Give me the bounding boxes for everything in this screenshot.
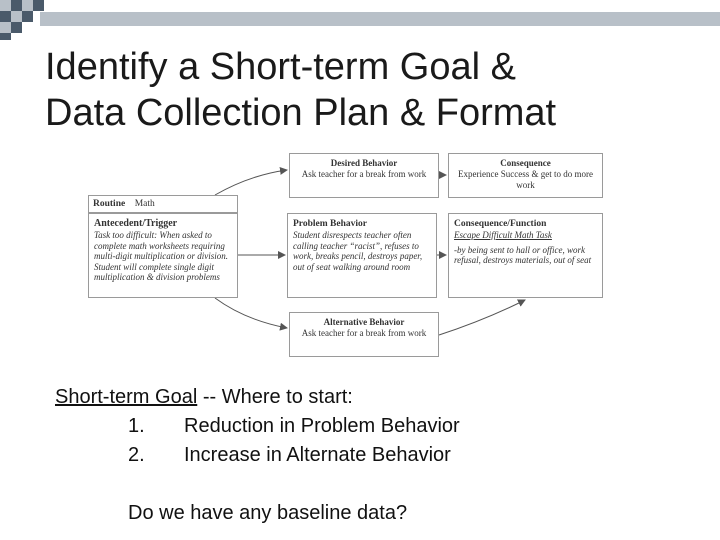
title-line-1: Identify a Short-term Goal &	[45, 46, 516, 88]
consequence-text: Experience Success & get to do more work	[458, 169, 593, 190]
desired-behavior-box	[289, 153, 439, 198]
goal-heading-rest: -- Where to start:	[197, 386, 353, 408]
slide-title	[45, 44, 705, 136]
baseline-question: Do we have any baseline data?	[128, 502, 408, 524]
desired-behavior-text: Ask teacher for a break from work	[301, 169, 427, 179]
title-line-2: Data Collection Plan & Format	[45, 92, 557, 134]
problem-behavior-heading: Problem Behavior	[293, 219, 367, 229]
goal-label: Short-term Goal	[55, 386, 198, 408]
desired-behavior-heading: Desired Behavior	[330, 158, 398, 168]
header-bar	[40, 12, 720, 26]
antecedent-heading: Antecedent/Trigger	[94, 218, 178, 229]
goal-heading	[55, 383, 695, 412]
decorative-header-pattern	[0, 0, 720, 40]
goal-item	[55, 412, 695, 441]
antecedent-box	[88, 213, 238, 298]
routine-box	[88, 195, 238, 213]
routine-value: Math	[134, 199, 155, 209]
antecedent-text: Task too difficult: When asked to complete math worksheets requiring multi-digit multiplication or division. Student will complete single digit multiplication & division problems	[94, 230, 228, 282]
arrow-alternative-to-function	[439, 300, 525, 335]
alternative-behavior-box	[289, 312, 439, 357]
arrow-antecedent-to-desired	[215, 170, 287, 195]
consequence-function-box	[448, 213, 603, 298]
goal-item-number: 1.	[128, 415, 145, 437]
alternative-behavior-text: Ask teacher for a break from work	[301, 328, 427, 338]
competing-behavior-diagram	[85, 150, 610, 370]
checker-squares	[0, 0, 44, 40]
goal-item-text: Reduction in Problem Behavior	[184, 415, 460, 437]
short-term-goal-section	[55, 383, 695, 524]
problem-behavior-text: Student disrespects teacher often calling teacher “racist”, refuses to work, breaks pencil, destroys paper, out of seat walking around room	[293, 230, 423, 272]
goal-item-number: 2.	[128, 444, 145, 466]
consequence-function-text: -by being sent to hall or office, work refusal, destroys materials, out of seat	[454, 244, 592, 265]
alternative-behavior-heading: Alternative Behavior	[323, 317, 405, 327]
problem-behavior-box	[287, 213, 437, 298]
function-text: Escape Difficult Math Task	[454, 230, 552, 240]
arrow-antecedent-to-alternative	[215, 298, 287, 328]
consequence-function-heading: Consequence/Function	[454, 219, 547, 229]
consequence-box	[448, 153, 603, 198]
consequence-heading: Consequence	[500, 158, 551, 168]
goal-item-text: Increase in Alternate Behavior	[184, 444, 451, 466]
goal-item	[55, 441, 695, 470]
routine-label: Routine	[93, 199, 126, 209]
